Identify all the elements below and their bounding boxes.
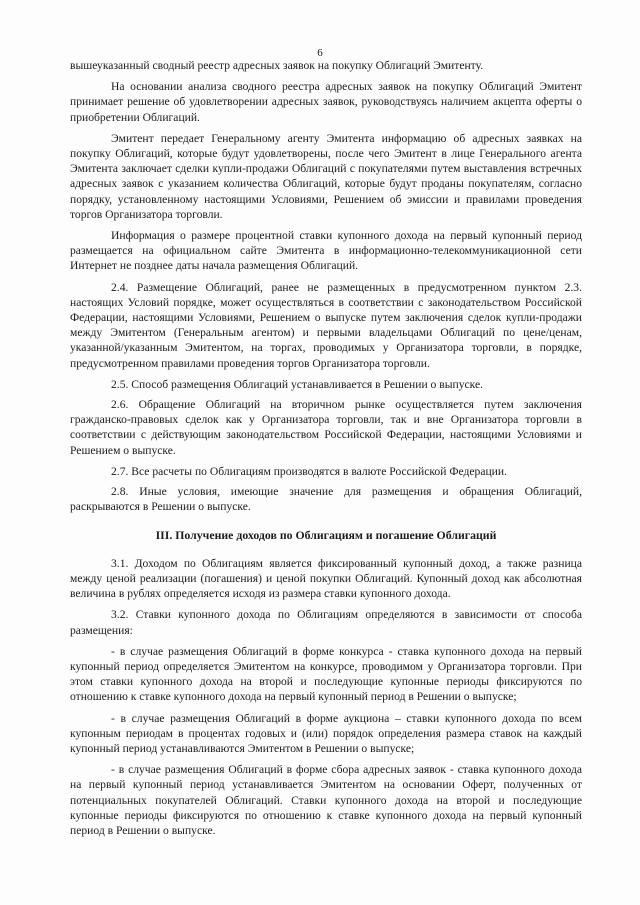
- paragraph-general-agent: Эмитент передает Генеральному агенту Эмитента информацию об адресных заявках на покупку Облигаций, которые будут удовлетворены, после чего Эмитент в лице Генерального агента Эмитента заключает сделки купли-продажи Облигаций с покупателями путем выставления встречных адресных заявок с указанием количества Облигаций, которые будут проданы покупателям, согласно порядку, установленному настоящими Условиями, Решением об эмиссии и правилами проведения торгов Организатора торговли.: [70, 131, 582, 221]
- document-body: [70, 58, 582, 844]
- paragraph-book-building: - в случае размещения Облигаций в форме сбора адресных заявок - ставка купонного дохода на первый купонный период устанавливается Эмитентом на основании Оферт, полученных от потенциальных покупателей Облигаций. Ставки купонного дохода на второй и последующие купонные периоды фиксируются по отношению к ставке купонного дохода на первый купонный период в Решении о выпуске.: [70, 763, 582, 837]
- paragraph-2-5: 2.5. Способ размещения Облигаций устанавливается в Решении о выпуске.: [111, 377, 484, 391]
- page-number: 6: [317, 47, 323, 59]
- paragraph-2-8: 2.8. Иные условия, имеющие значение для размещения и обращения Облигаций, раскрываются в Решении о выпуске.: [70, 485, 582, 514]
- paragraph-auction: - в случае размещения Облигаций в форме аукциона – ставки купонного дохода по всем купонным периодам в процентах годовых и (или) порядок определения размера ставок на каждый купонный период устанавливаются Эмитентом в Решении о выпуске;: [70, 711, 582, 755]
- paragraph-2-4: 2.4. Размещение Облигаций, ранее не размещенных в предусмотренном пунктом 2.3. настоящих Условий порядке, может осуществляться в соответствии с законодательством Российской Федерации, настоящими Условиями, Решением о выпуске путем заключения сделок купли-продажи между Эмитентом (Генеральным агентом) и первыми владельцами Облигаций по цене/ценам, указанной/указанным Эмитентом, на торгах, проводимых у Организатора торговли, в порядке, предусмотренном правилами проведения торгов Организатора торговли.: [70, 280, 582, 370]
- paragraph-coupon-info: Информация о размере процентной ставки купонного дохода на первый купонный период размещается на официальном сайте Эмитента в информационно-телекоммуникационной сети Интернет не позднее даты начала размещения Облигаций.: [70, 229, 582, 273]
- paragraph-2-6: 2.6. Обращение Облигаций на вторичном рынке осуществляется путем заключения гражданско-правовых сделок как у Организатора торговли, так и вне Организатора торговли в соответствии с действующим законодательством Российской Федерации, настоящими Условиями и Решением о выпуске.: [70, 398, 582, 457]
- section-heading: III. Получение доходов по Облигациям и погашение Облигаций: [155, 528, 497, 543]
- paragraph-applications-analysis: На основании анализа сводного реестра адресных заявок на покупку Облигаций Эмитент принимает решение об удовлетворении адресных заявок, руководствуясь наличием акцепта оферты о приобретении Облигаций.: [70, 80, 582, 124]
- paragraph-continuation: вышеуказанный сводный реестр адресных заявок на покупку Облигаций Эмитенту.: [70, 59, 484, 72]
- paragraph-contest: - в случае размещения Облигаций в форме конкурса - ставка купонного дохода на первый купонный период определяется Эмитентом на конкурсе, проводимом у Организатора торговли. При этом ставки купонного дохода на второй и последующие купонные периоды фиксируются по отношению к ставке купонного дохода на первый купонный период в Решении о выпуске;: [70, 644, 582, 704]
- paragraph-2-7: 2.7. Все расчеты по Облигациям производятся в валюте Российской Федерации.: [111, 464, 507, 478]
- paragraph-3-2: 3.2. Ставки купонного дохода по Облигациям определяются в зависимости от способа размещения:: [70, 608, 582, 637]
- paragraph-3-1: 3.1. Доходом по Облигациям является фиксированный купонный доход, а также разница между ценой реализации (погашения) и ценой покупки Облигаций. Купонный доход как абсолютная величина в рублях определяется исходя из размера ставки купонного дохода.: [70, 556, 582, 601]
